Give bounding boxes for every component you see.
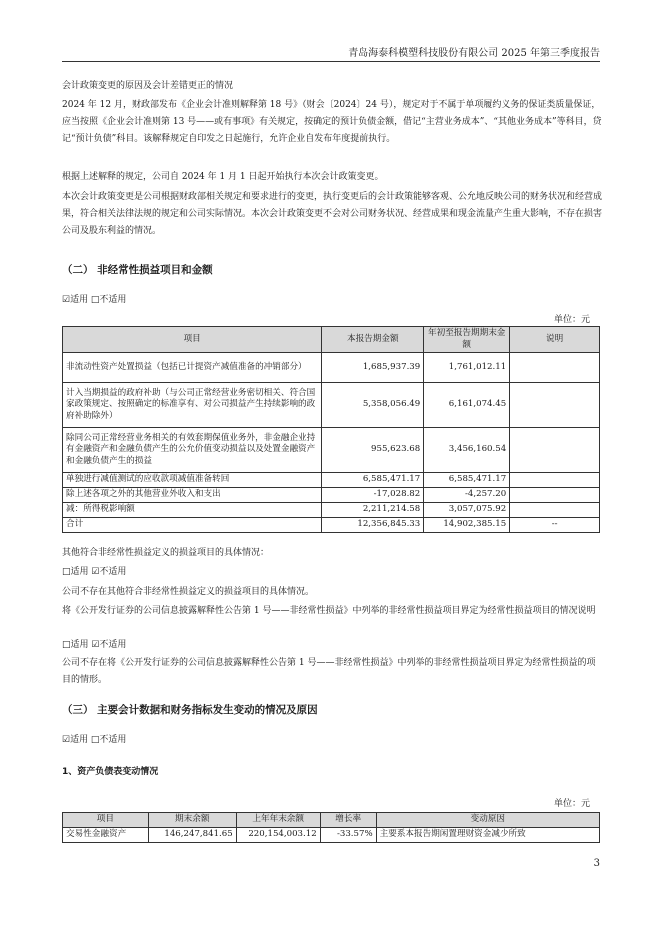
definition-title: 将《公开发行证券的公司信息披露解释性公告第 1 号——非经常性损益》中列举的非经常性损益项目界定为经常性损益项目的情况说明 xyxy=(62,606,596,616)
column-header-reason: 变动原因 xyxy=(376,813,599,828)
policy-paragraph-1: 2024 年 12 月，财政部发布《企业会计准则解释第 18 号》（财会〔2024〕24 号），规定对于不属于单项履约义务的保证类质量保证，应当按照《企业会计准则第 13 号——或有事项》有关规定，按确定的预计负债金额，借记“主营业务成本”、“其他业务成本”等科目，贷记“预计负债”科目。该解释规定自印发之日起施行，允许企业自发布年度提前执行。 xyxy=(62,100,602,144)
policy-paragraph-2: 根据上述解释的规定，公司自 2024 年 1 月 1 日起开始执行本次会计政策变更。 xyxy=(62,172,384,182)
row-item: 计入当期损益的政府补助（与公司正常经营业务密切相关、符合国家政策规定、按照确定的标准享有、对公司损益产生持续影响的政府补助除外） xyxy=(63,383,322,428)
section-3-title: （三） 主要会计数据和财务指标发生变动的情况及原因 xyxy=(62,704,318,716)
row-current: -17,028.82 xyxy=(322,488,424,503)
row-note xyxy=(510,488,600,503)
row-current: 2,211,214.58 xyxy=(322,503,424,518)
row-ytd: 6,161,074.45 xyxy=(424,383,510,428)
section-2-applicable: ☑适用 □不适用 xyxy=(62,295,127,305)
definition-applicable: □适用 ☑不适用 xyxy=(62,640,127,650)
row-current: 6,585,471.17 xyxy=(322,473,424,488)
table-header-row xyxy=(63,327,600,353)
row-item: 合计 xyxy=(63,518,322,533)
table-row xyxy=(63,488,600,503)
table-row xyxy=(63,353,600,383)
row-growth-rate: -33.57% xyxy=(320,828,376,843)
column-header-prev-balance: 上年年末余额 xyxy=(236,813,320,828)
section-3-unit: 单位：元 xyxy=(553,799,590,809)
column-header-item: 项目 xyxy=(63,327,322,353)
row-item: 交易性金融资产 xyxy=(63,828,149,843)
table-row xyxy=(63,828,600,843)
row-ytd: 1,761,012.11 xyxy=(424,353,510,383)
row-note xyxy=(510,383,600,428)
row-current: 12,356,845.33 xyxy=(322,518,424,533)
column-header-end-balance: 期末余额 xyxy=(148,813,236,828)
section-3-applicable: ☑适用 □不适用 xyxy=(62,735,127,745)
row-ytd: 6,585,471.17 xyxy=(424,473,510,488)
column-header-current: 本报告期金额 xyxy=(322,327,424,353)
table-row-total xyxy=(63,518,600,533)
row-note xyxy=(510,473,600,488)
table-row xyxy=(63,473,600,488)
balance-sheet-table xyxy=(62,812,600,843)
row-ytd: 14,902,385.15 xyxy=(424,518,510,533)
row-current: 5,358,056.49 xyxy=(322,383,424,428)
row-item: 除上述各项之外的其他营业外收入和支出 xyxy=(63,488,322,503)
row-ytd: 3,057,075.92 xyxy=(424,503,510,518)
table-row xyxy=(63,383,600,428)
row-current: 1,685,937.39 xyxy=(322,353,424,383)
row-reason: 主要系本报告期闲置理财资金减少所致 xyxy=(376,828,599,843)
row-prev-balance: 220,154,003.12 xyxy=(236,828,320,843)
page-header: 青岛海泰科模塑科技股份有限公司 2025 年第三季度报告 xyxy=(62,44,600,62)
row-end-balance: 146,247,841.65 xyxy=(148,828,236,843)
non-recurring-table xyxy=(62,326,600,533)
row-note: -- xyxy=(510,518,600,533)
row-ytd: 3,456,160.54 xyxy=(424,428,510,473)
table-header-row xyxy=(63,813,600,828)
row-item: 减：所得税影响额 xyxy=(63,503,322,518)
other-items-text: 公司不存在其他符合非经常性损益定义的损益项目的具体情况。 xyxy=(62,587,315,597)
row-current: 955,623.68 xyxy=(322,428,424,473)
column-header-ytd: 年初至报告期期末金额 xyxy=(424,327,510,353)
column-header-item: 项目 xyxy=(63,813,149,828)
table-row xyxy=(63,428,600,473)
section-2-title: （二） 非经常性损益项目和金额 xyxy=(62,264,213,276)
column-header-note: 说明 xyxy=(510,327,600,353)
row-note xyxy=(510,353,600,383)
policy-title: 会计政策变更的原因及会计差错更正的情况 xyxy=(62,81,234,91)
balance-sheet-subtitle: 1、资产负债表变动情况 xyxy=(62,767,159,777)
column-header-growth-rate: 增长率 xyxy=(320,813,376,828)
policy-paragraph-3: 本次会计政策变更是公司根据财政部相关规定和要求进行的变更，执行变更后的会计政策能够客观、公允地反映公司的财务状况和经营成果，符合相关法律法规的规定和公司实际情况。本次会计政策变更不会对公司财务状况、经营成果和现金流量产生重大影响，不存在损害公司及股东利益的情况。 xyxy=(62,192,603,236)
row-note xyxy=(510,428,600,473)
page-number: 3 xyxy=(593,858,600,869)
other-items-applicable: □适用 ☑不适用 xyxy=(62,567,127,577)
table-row xyxy=(63,503,600,518)
row-item: 非流动性资产处置损益（包括已计提资产减值准备的冲销部分） xyxy=(63,353,322,383)
row-ytd: -4,257.20 xyxy=(424,488,510,503)
row-note xyxy=(510,503,600,518)
row-item: 除同公司正常经营业务相关的有效套期保值业务外，非金融企业持有金融资产和金融负债产生的公允价值变动损益以及处置金融资产和金融负债产生的损益 xyxy=(63,428,322,473)
section-2-unit: 单位：元 xyxy=(553,315,590,325)
row-item: 单独进行减值测试的应收款项减值准备转回 xyxy=(63,473,322,488)
definition-text: 公司不存在将《公开发行证券的公司信息披露解释性公告第 1 号——非经常性损益》中列举的非经常性损益项目界定为经常性损益的项目的情形。 xyxy=(62,658,596,685)
other-items-title: 其他符合非经常性损益定义的损益项目的具体情况： xyxy=(62,548,270,558)
